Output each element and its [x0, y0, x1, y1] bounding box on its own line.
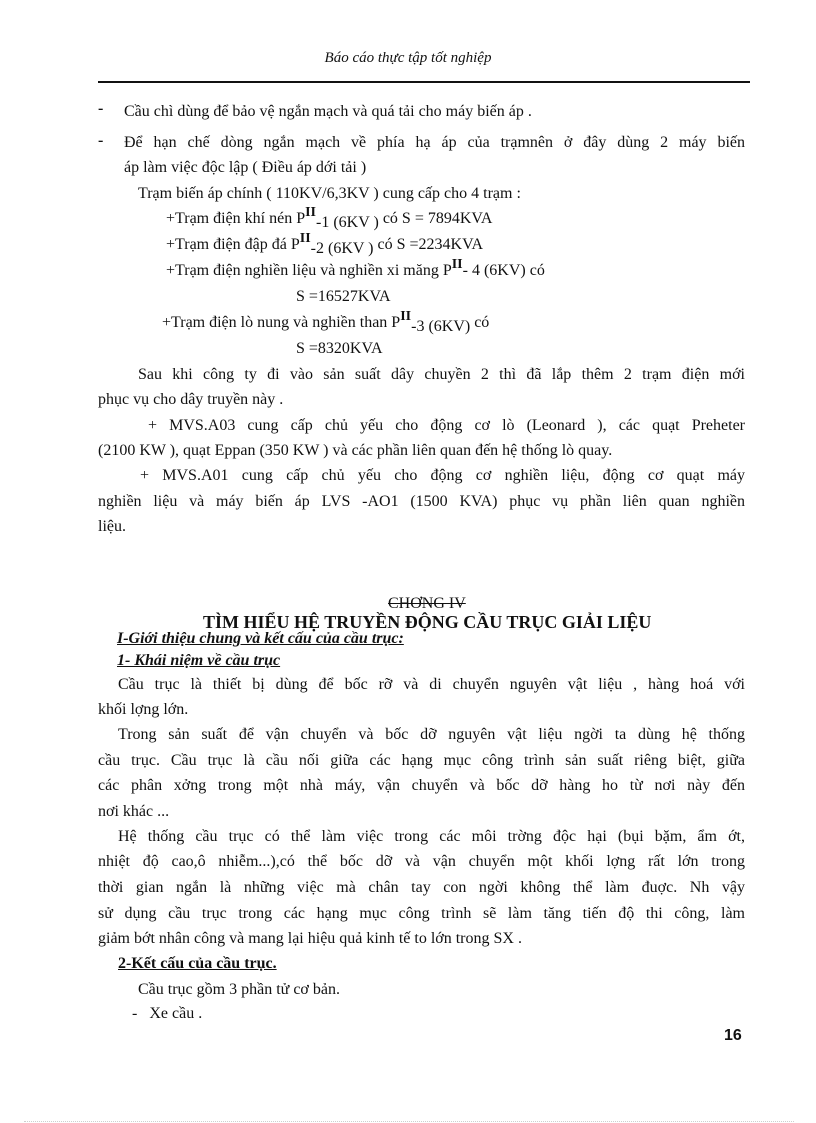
- station-intro: Trạm biến áp chính ( 110KV/6,3KV ) cung cấp cho 4 trạm :: [138, 185, 521, 202]
- paragraph-line: liệu.: [98, 518, 126, 535]
- bullet-marker: -: [98, 132, 104, 149]
- station-power: có S =2234KVA: [373, 236, 484, 253]
- section-heading: I-Giới thiệu chung và kết cấu của cầu trục:: [117, 630, 404, 647]
- bullet-text: áp làm việc độc lập ( Điều áp dới tải ): [124, 159, 367, 176]
- pi-symbol: II: [299, 231, 311, 246]
- paragraph-line: sử dụng cầu trục trong các hạng mục công trình sẽ làm tăng tiến độ thi công, làm: [98, 905, 745, 922]
- station-item: [166, 231, 484, 257]
- page-number: 16: [724, 1027, 742, 1044]
- paragraph-line: phục vụ cho dây truyền này .: [98, 391, 284, 408]
- bullet-text: Cầu chì dùng để bảo vệ ngắn mạch và quá tải cho máy biến áp .: [124, 103, 532, 120]
- station-item: [166, 257, 545, 280]
- structure-item: - Xe cầu .: [132, 1005, 203, 1022]
- pi-symbol: II: [451, 257, 463, 272]
- paragraph-line: + MVS.A03 cung cấp chủ yếu cho động cơ lò (Leonard ), các quạt Preheter: [148, 417, 745, 434]
- paragraph-line: nghiền liệu và máy biến áp LVS -AO1 (1500 KVA) phục vụ phần liên quan nghiền: [98, 493, 745, 510]
- station-voltage: -2 (6KV ): [310, 240, 374, 257]
- paragraph-line: nhiệt độ cao,ô nhiễm...),có thể bốc dỡ và vận chuyển một khối lợng rất lớn trong: [98, 853, 745, 870]
- paragraph-line: Trong sản suất để vận chuyển và bốc dỡ nguyên vật liệu ngời ta dùng hệ thống: [118, 726, 745, 743]
- station-name: +Trạm điện khí nén P: [166, 210, 306, 227]
- station-suffix: có: [470, 314, 490, 331]
- header-rule: [98, 81, 750, 83]
- paragraph-line: Cầu trục là thiết bị dùng để bốc rỡ và di chuyển nguyên vật liệu , hàng hoá với: [118, 676, 745, 693]
- structure-intro: Cầu trục gồm 3 phần tử cơ bản.: [138, 981, 340, 998]
- bullet-text: Để hạn chế dòng ngắn mạch về phía hạ áp của trạmnên ở đây dùng 2 máy biến: [124, 134, 745, 151]
- paragraph-line: giảm bớt nhân công và mang lại hiệu quả kinh tế to lớn trong SX .: [98, 930, 522, 947]
- paragraph-line: cầu trục. Cầu trục là cầu nối giữa các hạng mục công trình sản suất riêng biệt, giữa: [98, 752, 745, 769]
- paragraph-line: nơi khác ...: [98, 803, 170, 820]
- station-power: có S = 7894KVA: [378, 210, 493, 227]
- station-voltage: - 4 (6KV) có: [462, 262, 545, 279]
- station-name: +Trạm điện nghiền liệu và nghiền xi măng P: [166, 262, 452, 279]
- paragraph-line: + MVS.A01 cung cấp chủ yếu cho động cơ nghiền liệu, động cơ quạt máy: [140, 467, 745, 484]
- station-item: [162, 309, 490, 335]
- paragraph-line: các phân xởng trong một nhà máy, vận chuyển và bốc dỡ hàng ho từ nơi này đến: [98, 777, 745, 794]
- station-name: +Trạm điện đập đá P: [166, 236, 300, 253]
- paragraph-line: Hệ thống cầu trục có thể làm việc trong các môi trờng độc hại (bụi bặm, ẩm ớt,: [118, 828, 745, 845]
- chapter-title: TÌM HIỂU HỆ TRUYỀN ĐỘNG CẦU TRỤC GIẢI LIỆU: [203, 612, 652, 632]
- station-power: S =8320KVA: [296, 340, 383, 357]
- station-item: [166, 205, 493, 231]
- station-voltage: -1 (6KV ): [316, 214, 379, 231]
- station-name: +Trạm điện lò nung và nghiền than P: [162, 314, 401, 331]
- bullet-marker: -: [98, 100, 104, 117]
- section-heading: 2-Kết cấu của cầu trục.: [118, 955, 277, 972]
- pi-symbol: II: [305, 205, 317, 220]
- pi-symbol: II: [400, 309, 412, 324]
- chapter-label: CHƠNG IV: [388, 595, 466, 612]
- station-voltage: -3 (6KV): [411, 318, 471, 335]
- page-header: Báo cáo thực tập tốt nghiệp: [324, 50, 492, 66]
- station-power: S =16527KVA: [296, 288, 391, 305]
- paragraph-line: thời gian ngắn là những việc mà chân tay con ngời không thể làm đuợc. Nh vậy: [98, 879, 745, 896]
- paragraph-line: (2100 KW ), quạt Eppan (350 KW ) và các phần liên quan đến hệ thống lò quay.: [98, 442, 613, 459]
- paragraph-line: khối lợng lớn.: [98, 701, 189, 718]
- subsection-heading: 1- Khái niệm về cầu trục: [117, 652, 281, 669]
- bottom-dotted-rule: [24, 1121, 794, 1122]
- paragraph-line: Sau khi công ty đi vào sản suất dây chuyền 2 thì đã lắp thêm 2 trạm điện mới: [138, 366, 745, 383]
